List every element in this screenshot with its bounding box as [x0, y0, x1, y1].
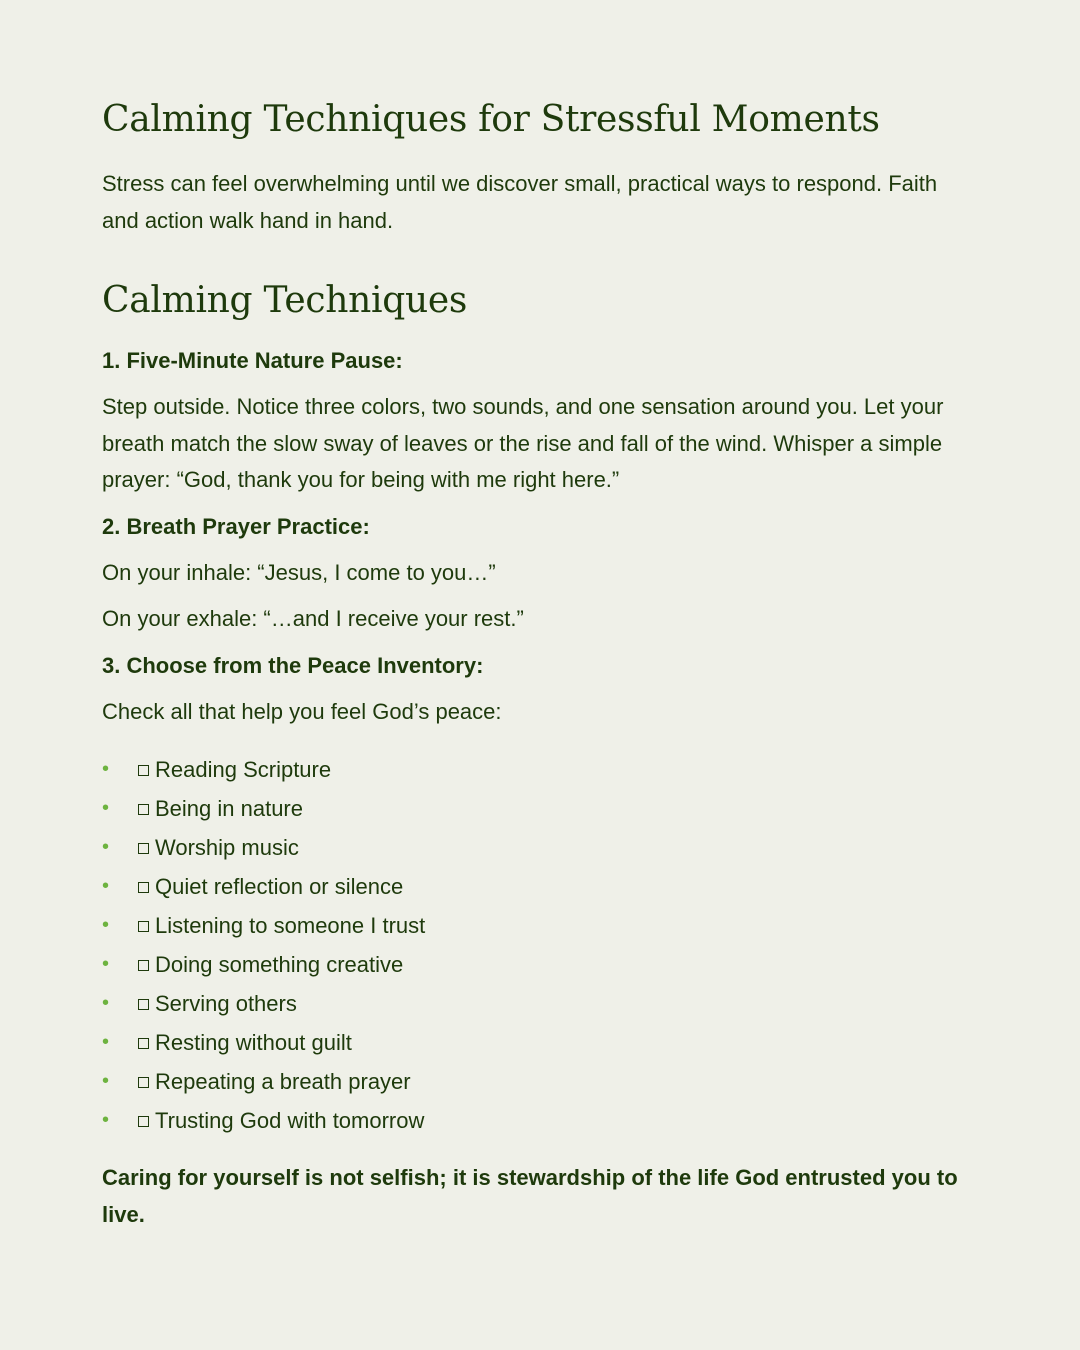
section-heading: Calming Techniques — [102, 280, 468, 321]
list-item-label: Repeating a breath prayer — [155, 1069, 411, 1094]
list-item — [102, 867, 978, 906]
step-body-exhale: On your exhale: “…and I receive your rest.” — [102, 606, 524, 631]
bullet-icon: • — [102, 875, 110, 897]
bullet-icon: • — [102, 1031, 110, 1053]
list-item-label: Worship music — [155, 835, 299, 860]
bullet-icon: • — [102, 992, 110, 1014]
checkbox-icon — [138, 765, 149, 776]
step-peace-inventory — [102, 648, 978, 731]
list-item-label: Trusting God with tomorrow — [155, 1108, 425, 1133]
list-item — [102, 1023, 978, 1062]
checkbox-icon — [138, 1077, 149, 1088]
list-item — [102, 1101, 978, 1140]
list-item-label: Quiet reflection or silence — [155, 874, 404, 899]
checkbox-icon — [138, 1116, 149, 1127]
list-item-label: Listening to someone I trust — [155, 913, 426, 938]
peace-inventory-list — [102, 750, 978, 1140]
page-title: Calming Techniques for Stressful Moments — [102, 99, 880, 140]
checkbox-icon — [138, 960, 149, 971]
checkbox-icon — [138, 1038, 149, 1049]
list-item-label: Resting without guilt — [155, 1030, 352, 1055]
bullet-icon: • — [102, 953, 110, 975]
checkbox-icon — [138, 921, 149, 932]
list-item-label: Doing something creative — [155, 952, 404, 977]
list-item-label: Serving others — [155, 991, 297, 1016]
closing-statement: Caring for yourself is not selfish; it is stewardship of the life God entrusted you to live. — [102, 1165, 958, 1227]
list-item — [102, 945, 978, 984]
step-body: Check all that help you feel God’s peace: — [102, 698, 502, 724]
step-heading: 2. Breath Prayer Practice: — [102, 513, 370, 539]
checkbox-icon — [138, 843, 149, 854]
step-body-inhale: On your inhale: “Jesus, I come to you…” — [102, 559, 496, 585]
list-item-label: Reading Scripture — [155, 757, 332, 782]
step-heading: 1. Five-Minute Nature Pause: — [102, 348, 403, 373]
checkbox-icon — [138, 999, 149, 1010]
list-item — [102, 906, 978, 945]
list-item — [102, 1062, 978, 1101]
bullet-icon: • — [102, 1070, 110, 1092]
bullet-icon: • — [102, 797, 110, 819]
step-breath-prayer — [102, 509, 978, 638]
bullet-icon: • — [102, 914, 110, 936]
list-item — [102, 789, 978, 828]
step-body: Step outside. Notice three colors, two sounds, and one sensation around you. Let your breath match the slow sway of leaves or the rise and fall of the wind. Whisper a simple prayer: “God, thank you for being with me right here.” — [102, 394, 944, 492]
bullet-icon: • — [102, 836, 110, 858]
intro-paragraph: Stress can feel overwhelming until we discover small, practical ways to respond. Faith and action walk hand in hand. — [102, 171, 938, 233]
list-item — [102, 984, 978, 1023]
list-item-label: Being in nature — [155, 796, 303, 821]
step-nature-pause — [102, 343, 978, 499]
checkbox-icon — [138, 804, 149, 815]
list-item — [102, 750, 978, 789]
bullet-icon: • — [102, 758, 110, 780]
checkbox-icon — [138, 882, 149, 893]
list-item — [102, 828, 978, 867]
step-heading: 3. Choose from the Peace Inventory: — [102, 652, 484, 678]
bullet-icon: • — [102, 1109, 110, 1131]
